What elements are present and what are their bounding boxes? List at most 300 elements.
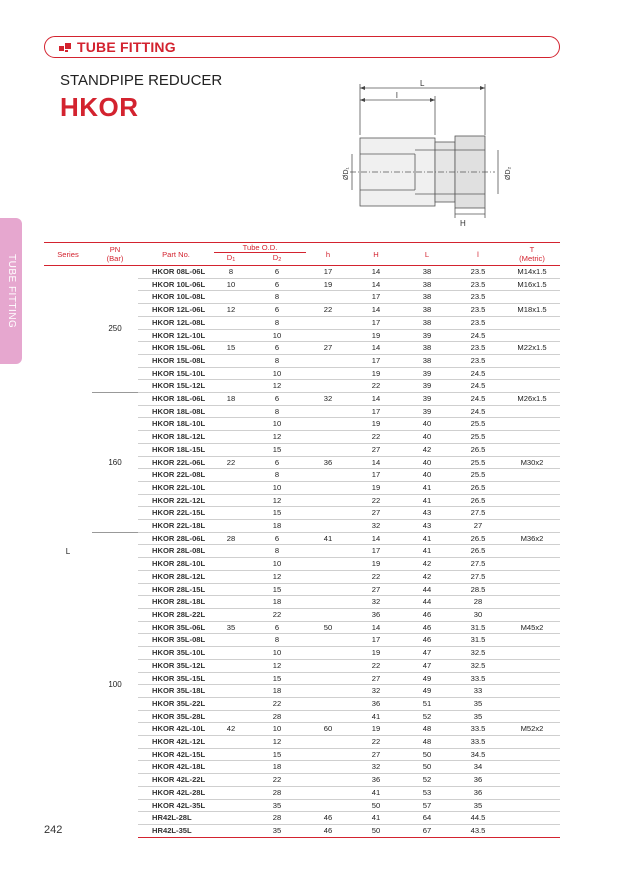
cell-d2: 6 [248, 278, 306, 291]
cell-H: 36 [350, 608, 402, 621]
cell-H: 36 [350, 774, 402, 787]
cell-h [306, 329, 350, 342]
cell-h [306, 685, 350, 698]
cell-H: 32 [350, 520, 402, 533]
cell-t [504, 659, 560, 672]
cell-L: 41 [402, 532, 452, 545]
cell-part: HKOR 28L-08L [138, 545, 214, 558]
cell-H: 14 [350, 456, 402, 469]
cell-l: 25.5 [452, 469, 504, 482]
cell-t [504, 647, 560, 660]
cell-part: HKOR 10L-06L [138, 278, 214, 291]
cell-d2: 8 [248, 405, 306, 418]
cell-L: 40 [402, 418, 452, 431]
cell-L: 44 [402, 596, 452, 609]
cell-d1 [214, 697, 248, 710]
cell-t [504, 545, 560, 558]
col-h: h [306, 243, 350, 266]
cell-d1 [214, 316, 248, 329]
cell-d1 [214, 761, 248, 774]
cell-part: HKOR 18L-06L [138, 393, 214, 406]
table-row [44, 266, 560, 279]
cell-l: 27.5 [452, 558, 504, 571]
cell-l: 36 [452, 786, 504, 799]
cell-t [504, 824, 560, 837]
cell-part: HKOR 22L-15L [138, 507, 214, 520]
cell-d1 [214, 659, 248, 672]
cell-part: HKOR 18L-10L [138, 418, 214, 431]
cell-L: 42 [402, 558, 452, 571]
cell-h [306, 659, 350, 672]
cell-t [504, 634, 560, 647]
cell-d1 [214, 329, 248, 342]
cell-l: 24.5 [452, 329, 504, 342]
cell-d1 [214, 608, 248, 621]
cell-l: 33.5 [452, 736, 504, 749]
cell-l: 35 [452, 799, 504, 812]
cell-h [306, 672, 350, 685]
cell-L: 41 [402, 481, 452, 494]
page-number: 242 [44, 824, 63, 836]
col-t: T (Metric) [504, 243, 560, 266]
cell-d2: 18 [248, 761, 306, 774]
cell-L: 38 [402, 278, 452, 291]
cell-d2: 18 [248, 596, 306, 609]
col-d1: D1 [214, 253, 248, 266]
cell-h [306, 558, 350, 571]
cell-part: HKOR 42L-28L [138, 786, 214, 799]
cell-d1 [214, 596, 248, 609]
cell-t [504, 481, 560, 494]
spec-table [44, 242, 560, 838]
cell-L: 57 [402, 799, 452, 812]
cell-d2: 8 [248, 469, 306, 482]
cell-t [504, 316, 560, 329]
cell-d1: 12 [214, 304, 248, 317]
cell-h [306, 647, 350, 660]
cell-h [306, 710, 350, 723]
cell-d2: 10 [248, 723, 306, 736]
cell-l: 44.5 [452, 812, 504, 825]
cell-t [504, 418, 560, 431]
cell-H: 19 [350, 418, 402, 431]
col-pn: PN (Bar) [92, 243, 138, 266]
cell-L: 43 [402, 507, 452, 520]
cell-h [306, 367, 350, 380]
cell-d1 [214, 634, 248, 647]
cell-L: 50 [402, 748, 452, 761]
cell-l: 26.5 [452, 532, 504, 545]
cell-d2: 6 [248, 342, 306, 355]
cell-d2: 35 [248, 824, 306, 837]
cell-H: 14 [350, 393, 402, 406]
col-series: Series [44, 243, 92, 266]
cell-h [306, 697, 350, 710]
cell-h [306, 748, 350, 761]
cell-L: 39 [402, 405, 452, 418]
cell-t [504, 672, 560, 685]
cell-d1 [214, 545, 248, 558]
cell-h: 27 [306, 342, 350, 355]
cell-H: 19 [350, 647, 402, 660]
cell-l: 26.5 [452, 494, 504, 507]
cell-part: HKOR 42L-18L [138, 761, 214, 774]
cell-H: 22 [350, 380, 402, 393]
cell-d1 [214, 405, 248, 418]
cell-L: 43 [402, 520, 452, 533]
cell-h [306, 354, 350, 367]
cell-l: 24.5 [452, 393, 504, 406]
cell-d2: 6 [248, 621, 306, 634]
cell-H: 22 [350, 736, 402, 749]
pn-cell: 250 [108, 324, 122, 334]
cell-part: HKOR 35L-10L [138, 647, 214, 660]
cell-L: 48 [402, 723, 452, 736]
cell-d2: 22 [248, 697, 306, 710]
cell-l: 26.5 [452, 443, 504, 456]
cell-H: 14 [350, 621, 402, 634]
cell-H: 41 [350, 710, 402, 723]
cell-h: 17 [306, 266, 350, 279]
cell-H: 14 [350, 304, 402, 317]
cell-t: M26x1.5 [504, 393, 560, 406]
cell-d2: 8 [248, 291, 306, 304]
cell-H: 14 [350, 532, 402, 545]
cell-d1: 35 [214, 621, 248, 634]
cell-part: HKOR 15L-08L [138, 354, 214, 367]
cell-l: 23.5 [452, 304, 504, 317]
cell-L: 39 [402, 380, 452, 393]
cell-H: 32 [350, 685, 402, 698]
cell-part: HKOR 42L-10L [138, 723, 214, 736]
cell-h [306, 774, 350, 787]
cell-L: 39 [402, 393, 452, 406]
cell-h [306, 481, 350, 494]
cell-part: HKOR 18L-15L [138, 443, 214, 456]
cell-L: 40 [402, 456, 452, 469]
cell-d1 [214, 570, 248, 583]
cell-h [306, 736, 350, 749]
cell-H: 27 [350, 443, 402, 456]
cell-H: 27 [350, 507, 402, 520]
cell-L: 48 [402, 736, 452, 749]
cell-t [504, 431, 560, 444]
cell-L: 38 [402, 342, 452, 355]
cell-t: M14x1.5 [504, 266, 560, 279]
cell-h [306, 405, 350, 418]
cell-t [504, 507, 560, 520]
cell-l: 34.5 [452, 748, 504, 761]
cell-part: HKOR 35L-08L [138, 634, 214, 647]
cell-H: 22 [350, 494, 402, 507]
cell-d1 [214, 672, 248, 685]
product-name: HKOR [60, 92, 139, 122]
cell-l: 33.5 [452, 672, 504, 685]
cell-L: 38 [402, 291, 452, 304]
cell-part: HKOR 35L-22L [138, 697, 214, 710]
cell-l: 32.5 [452, 659, 504, 672]
cell-l: 25.5 [452, 431, 504, 444]
cell-d2: 6 [248, 393, 306, 406]
cell-L: 42 [402, 570, 452, 583]
cell-d1 [214, 443, 248, 456]
cell-L: 49 [402, 685, 452, 698]
cell-H: 19 [350, 367, 402, 380]
cell-l: 23.5 [452, 354, 504, 367]
col-part: Part No. [138, 243, 214, 266]
cell-part: HKOR 22L-12L [138, 494, 214, 507]
cell-l: 27 [452, 520, 504, 533]
cell-d1: 42 [214, 723, 248, 736]
cell-d2: 10 [248, 329, 306, 342]
cell-h: 36 [306, 456, 350, 469]
cell-l: 35 [452, 710, 504, 723]
cell-d1 [214, 418, 248, 431]
cell-l: 24.5 [452, 405, 504, 418]
cell-h [306, 418, 350, 431]
cell-L: 38 [402, 304, 452, 317]
cell-L: 49 [402, 672, 452, 685]
cell-L: 53 [402, 786, 452, 799]
dim-H-label: H [460, 219, 466, 228]
cell-h [306, 469, 350, 482]
cell-d2: 6 [248, 266, 306, 279]
cell-l: 25.5 [452, 456, 504, 469]
cell-h [306, 443, 350, 456]
cell-part: HKOR 28L-18L [138, 596, 214, 609]
cell-d1 [214, 431, 248, 444]
cell-L: 40 [402, 469, 452, 482]
cell-t [504, 520, 560, 533]
cell-d1 [214, 380, 248, 393]
cell-H: 36 [350, 697, 402, 710]
cell-h [306, 761, 350, 774]
cell-d1: 18 [214, 393, 248, 406]
cell-H: 17 [350, 405, 402, 418]
cell-h [306, 786, 350, 799]
cell-h: 50 [306, 621, 350, 634]
cell-d2: 12 [248, 736, 306, 749]
cell-part: HKOR 35L-18L [138, 685, 214, 698]
cell-t: M18x1.5 [504, 304, 560, 317]
cell-d1 [214, 469, 248, 482]
cell-d1: 8 [214, 266, 248, 279]
cell-H: 22 [350, 570, 402, 583]
dim-D1-label: ØD₁ [343, 167, 350, 180]
cell-t [504, 329, 560, 342]
cell-d2: 10 [248, 647, 306, 660]
cell-h [306, 291, 350, 304]
cell-L: 51 [402, 697, 452, 710]
cell-t [504, 736, 560, 749]
cell-d2: 28 [248, 812, 306, 825]
cell-H: 14 [350, 342, 402, 355]
cell-h: 19 [306, 278, 350, 291]
cell-t: M22x1.5 [504, 342, 560, 355]
cell-H: 22 [350, 431, 402, 444]
cell-L: 38 [402, 316, 452, 329]
cell-H: 41 [350, 786, 402, 799]
cell-t: M30x2 [504, 456, 560, 469]
cell-t [504, 799, 560, 812]
cell-d2: 35 [248, 799, 306, 812]
cell-t [504, 583, 560, 596]
cell-part: HKOR 28L-22L [138, 608, 214, 621]
cell-l: 31.5 [452, 621, 504, 634]
cell-d1 [214, 520, 248, 533]
cell-d2: 12 [248, 380, 306, 393]
cell-part: HKOR 15L-06L [138, 342, 214, 355]
cell-h [306, 316, 350, 329]
cell-H: 50 [350, 824, 402, 837]
cell-t [504, 761, 560, 774]
cell-h [306, 545, 350, 558]
cell-t: M45x2 [504, 621, 560, 634]
cell-H: 32 [350, 761, 402, 774]
cell-d1 [214, 685, 248, 698]
cell-L: 46 [402, 608, 452, 621]
cell-t [504, 380, 560, 393]
cell-part: HKOR 35L-06L [138, 621, 214, 634]
section-header [44, 36, 560, 58]
cell-part: HKOR 12L-08L [138, 316, 214, 329]
cell-h: 46 [306, 824, 350, 837]
cell-d1 [214, 507, 248, 520]
cell-t [504, 697, 560, 710]
cell-h: 22 [306, 304, 350, 317]
cell-l: 23.5 [452, 291, 504, 304]
technical-drawing [320, 80, 530, 230]
cell-t [504, 494, 560, 507]
cell-part: HKOR 12L-06L [138, 304, 214, 317]
cell-d2: 8 [248, 545, 306, 558]
cell-d1: 22 [214, 456, 248, 469]
cell-L: 42 [402, 443, 452, 456]
cell-d2: 15 [248, 507, 306, 520]
cell-part: HKOR 22L-06L [138, 456, 214, 469]
cell-L: 52 [402, 710, 452, 723]
cell-d1 [214, 647, 248, 660]
cell-d2: 15 [248, 672, 306, 685]
cell-l: 28.5 [452, 583, 504, 596]
cell-h [306, 494, 350, 507]
cell-d2: 18 [248, 520, 306, 533]
cell-d2: 8 [248, 316, 306, 329]
cell-t [504, 570, 560, 583]
dim-D2-label: ØD₂ [505, 166, 512, 180]
cell-part: HKOR 28L-10L [138, 558, 214, 571]
cell-h: 46 [306, 812, 350, 825]
cell-L: 64 [402, 812, 452, 825]
cell-L: 46 [402, 621, 452, 634]
cell-part: HKOR 42L-22L [138, 774, 214, 787]
cell-l: 31.5 [452, 634, 504, 647]
cell-h [306, 596, 350, 609]
cell-part: HKOR 08L-06L [138, 266, 214, 279]
cell-d2: 10 [248, 367, 306, 380]
cell-L: 52 [402, 774, 452, 787]
cell-part: HKOR 42L-35L [138, 799, 214, 812]
cell-H: 41 [350, 812, 402, 825]
cell-part: HKOR 18L-08L [138, 405, 214, 418]
cell-d2: 18 [248, 685, 306, 698]
cell-part: HKOR 15L-10L [138, 367, 214, 380]
cell-d2: 12 [248, 494, 306, 507]
cell-part: HKOR 35L-28L [138, 710, 214, 723]
cell-t [504, 405, 560, 418]
squares-logo-icon [59, 43, 71, 52]
col-tube-od: Tube O.D. [214, 243, 306, 253]
cell-t [504, 291, 560, 304]
cell-L: 38 [402, 266, 452, 279]
cell-d2: 8 [248, 354, 306, 367]
cell-d2: 6 [248, 304, 306, 317]
cell-part: HKOR 42L-12L [138, 736, 214, 749]
cell-t [504, 596, 560, 609]
cell-d1 [214, 774, 248, 787]
cell-t [504, 786, 560, 799]
cell-l: 30 [452, 608, 504, 621]
side-tab-label: TUBE FITTING [6, 253, 17, 329]
cell-H: 50 [350, 799, 402, 812]
cell-d2: 22 [248, 774, 306, 787]
cell-t [504, 443, 560, 456]
cell-H: 17 [350, 354, 402, 367]
cell-l: 28 [452, 596, 504, 609]
cell-L: 47 [402, 647, 452, 660]
cell-d2: 28 [248, 786, 306, 799]
cell-l: 23.5 [452, 316, 504, 329]
pn-cell: 100 [92, 532, 138, 837]
cell-L: 39 [402, 329, 452, 342]
cell-d2: 15 [248, 443, 306, 456]
cell-H: 14 [350, 278, 402, 291]
cell-l: 25.5 [452, 418, 504, 431]
cell-t [504, 685, 560, 698]
cell-L: 46 [402, 634, 452, 647]
cell-d1 [214, 748, 248, 761]
cell-t [504, 812, 560, 825]
cell-part: HKOR 35L-12L [138, 659, 214, 672]
cell-l: 43.5 [452, 824, 504, 837]
pn-cell: 160 [92, 393, 138, 533]
cell-H: 27 [350, 672, 402, 685]
cell-H: 27 [350, 748, 402, 761]
cell-d1 [214, 824, 248, 837]
cell-d1 [214, 786, 248, 799]
col-d2: D2 [248, 253, 306, 266]
cell-t [504, 558, 560, 571]
cell-H: 19 [350, 723, 402, 736]
cell-l: 36 [452, 774, 504, 787]
cell-H: 14 [350, 266, 402, 279]
cell-h [306, 380, 350, 393]
cell-part: HR42L-28L [138, 812, 214, 825]
cell-l: 33 [452, 685, 504, 698]
cell-L: 67 [402, 824, 452, 837]
cell-part: HKOR 15L-12L [138, 380, 214, 393]
cell-h [306, 520, 350, 533]
cell-L: 38 [402, 354, 452, 367]
cell-t [504, 748, 560, 761]
cell-t [504, 469, 560, 482]
cell-d1 [214, 291, 248, 304]
cell-d1 [214, 494, 248, 507]
cell-part: HKOR 42L-15L [138, 748, 214, 761]
cell-L: 47 [402, 659, 452, 672]
cell-H: 17 [350, 291, 402, 304]
cell-d2: 6 [248, 532, 306, 545]
